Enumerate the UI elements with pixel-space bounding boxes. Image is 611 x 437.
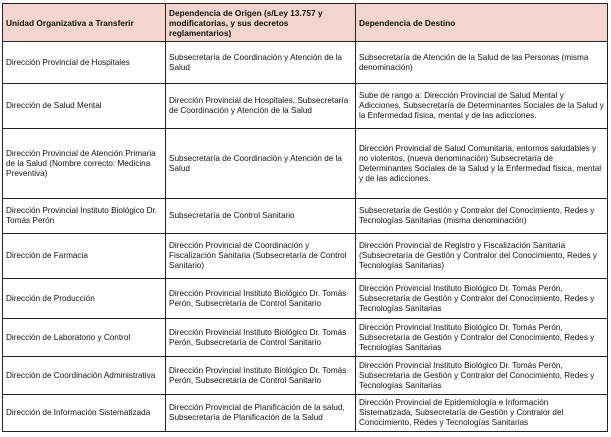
header-origin: Dependencia de Origen (s/Ley 13.757 y modificatorias, y sus decretos reglamentarios) [166, 4, 356, 42]
cell-origin: Dirección Provincial de Hospitales, Subsecretaría de Coordinación y Atención de la Salud [166, 84, 356, 129]
header-destination: Dependencia de Destino [356, 4, 608, 42]
cell-unit: Dirección de Coordinación Administrativa [3, 357, 166, 395]
cell-unit: Dirección de Farmacia [3, 234, 166, 279]
table-row [3, 319, 608, 357]
cell-destination: Sube de rango a: Dirección Provincial de Salud Mental y Adicciones, Subsecretaría de Determinantes Sociales de la Salud y la Enfermedad física, mental y de las adicciones. [356, 84, 608, 129]
transfer-table [2, 3, 608, 432]
table-header [3, 4, 608, 42]
cell-destination: Subsecretaría de Gestión y Contralor del Conocimiento, Redes y Tecnologías Sanitarias (misma denominación) [356, 199, 608, 234]
header-unit: Unidad Organizativa a Transferir [3, 4, 166, 42]
cell-destination: Dirección Provincial de Registro y Fiscalización Sanitaria (Subsecretaría de Gestión y Contralor del Conocimiento, Redes y Tecnologías Sanitarias) [356, 234, 608, 279]
cell-unit: Dirección de Producción [3, 279, 166, 319]
table-row [3, 199, 608, 234]
cell-destination: Dirección Provincial de Epidemiología e Información Sistematizada, Subsecretaría de Gestión y Contralor del Conocimiento, Redes y Tecnologías Sanitarias [356, 395, 608, 432]
table-row [3, 234, 608, 279]
table-body [3, 42, 608, 432]
cell-destination: Subsecretaría de Atención de la Salud de las Personas (misma denominación) [356, 42, 608, 84]
cell-origin: Subsecretaría de Control Sanitario [166, 199, 356, 234]
cell-unit: Dirección Provincial de Hospitales [3, 42, 166, 84]
table-row [3, 279, 608, 319]
cell-origin: Dirección Provincial de Coordinación y Fiscalización Sanitaria (Subsecretaría de Control Sanitario) [166, 234, 356, 279]
header-row [3, 4, 608, 42]
cell-destination: Dirección Provincial de Salud Comunitaria, entornos saludables y no violentos, (nueva denominación) Subsecretaría de Determinantes Sociales de la Salud y la Enfermedad física, mental y de las adicciones. [356, 129, 608, 199]
table-row [3, 357, 608, 395]
cell-unit: Dirección de Laboratorio y Control [3, 319, 166, 357]
cell-destination: Dirección Provincial Instituto Biológico Dr. Tomás Perón, Subsecretaría de Gestión y Contralor del Conocimiento, Redes y Tecnologías Sanitarias [356, 319, 608, 357]
cell-destination: Dirección Provincial Instituto Biológico Dr. Tomás Perón, Subsecretaría de Gestión y Contralor del Conocimiento, Redes y Tecnologías Sanitarias [356, 357, 608, 395]
table-row [3, 42, 608, 84]
cell-unit: Dirección de Salud Mental [3, 84, 166, 129]
cell-unit: Dirección Provincial de Atención Primaria de la Salud (Nombre correcto: Medicina Preventiva) [3, 129, 166, 199]
cell-origin: Subsecretaría de Coordinación y Atención de la Salud [166, 129, 356, 199]
cell-unit: Dirección de Información Sistematizada [3, 395, 166, 432]
table-row [3, 84, 608, 129]
table-row [3, 395, 608, 432]
cell-origin: Dirección Provincial Instituto Biológico Dr. Tomás Perón, Subsecretaría de Control Sanitario [166, 319, 356, 357]
table-row [3, 129, 608, 199]
cell-origin: Dirección Provincial Instituto Biológico Dr. Tomás Perón, Subsecretaría de Control Sanitario [166, 279, 356, 319]
cell-destination: Dirección Provincial Instituto Biológico Dr. Tomás Perón, Subsecretaría de Gestión y Contralor del Conocimiento, Redes y Tecnologías Sanitarias [356, 279, 608, 319]
cell-origin: Dirección Provincial Instituto Biológico Dr. Tomás Perón, Subsecretaría de Control Sanitario [166, 357, 356, 395]
cell-unit: Dirección Provincial Instituto Biológico Dr. Tomás Perón [3, 199, 166, 234]
cell-origin: Dirección Provincial de Planificación de la salud, Subsecretaría de Planificación de la Salud [166, 395, 356, 432]
cell-origin: Subsecretaría de Coordinación y Atención de la Salud [166, 42, 356, 84]
